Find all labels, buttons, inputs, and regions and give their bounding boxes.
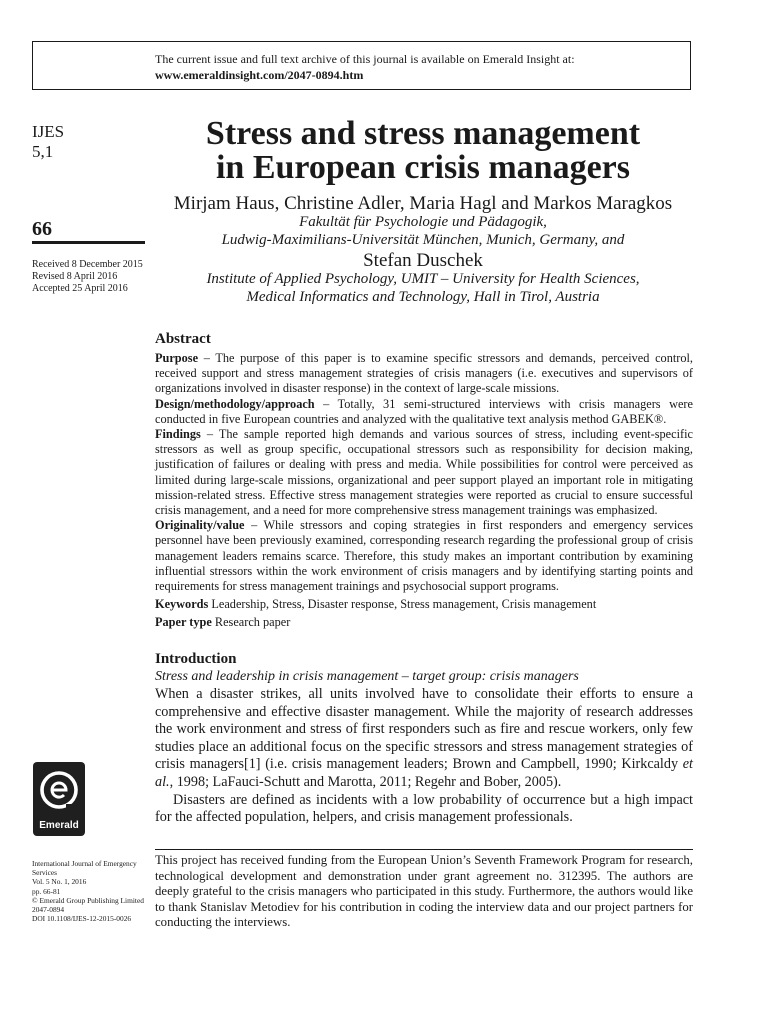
abstract-text: – The sample reported high demands and various sources of stress, including event-specific stressors as well as group specific, occupational stressors such as responsibility for decision making, justification of failures or dealing with press and media. While possibilities for control were perceived as limited during large-scale missions, organizational and peer support played an important role in mitigating mission-related stress. Effective stress management strategies were reported as crucial to ensure successful crisis management, and a need for more comprehensive stress management trainings was emphasized. [155, 427, 693, 518]
journal-info [32, 859, 150, 923]
submission-dates [32, 259, 143, 295]
introduction-subheading: Stress and leadership in crisis management – target group: crisis managers [155, 669, 579, 684]
affiliation-line: Institute of Applied Psychology, UMIT – University for Health Sciences, [206, 271, 640, 287]
author-list: Stefan Duschek [363, 250, 483, 271]
revised-date: Revised 8 April 2016 [32, 271, 118, 282]
abstract-label: Findings [155, 427, 201, 442]
abstract-text: Research paper [211, 615, 291, 630]
journal-info-line: Services [32, 868, 58, 878]
abstract-text: Leadership, Stress, Disaster response, Stress management, Crisis management [208, 597, 597, 612]
footnote-rule [155, 849, 693, 850]
et-al-text: et al. [155, 756, 693, 790]
abstract-text: – The purpose of this paper is to examine specific stressors and demands, perceived control, received support and stress management strategies of crisis managers (i.e. executives and supervisors of organizations involved in disaster response) in the context of large-scale missions. [155, 351, 693, 396]
abstract-label: Originality/value [155, 518, 245, 533]
affiliation-line: Medical Informatics and Technology, Hall in Tirol, Austria [246, 289, 600, 305]
abstract-text: – While stressors and coping strategies in first responders and emergency services personnel have been previously examined, corresponding research regarding the professional group of crisis management leaders remains scarce. Therefore, this study makes an important contribution by examining influential stressors within the work environment of crisis managers and by identifying starting points and requirements for stress management trainings and psychosocial support programs. [155, 518, 693, 594]
abstract-section [155, 330, 693, 630]
journal-info-line: DOI 10.1108/IJES-12-2015-0026 [32, 914, 132, 924]
abstract-design [155, 397, 693, 427]
funding-footnote: This project has received funding from the European Union’s Seventh Framework Program for research, technological development and demonstration under grant agreement no. 312395. The authors are deeply grateful to the crisis managers who participated in this study. Furthermore, the authors would like to thank Stanislav Metodiev for his contribution in coding the interview data and our project partners for conducting the interviews. [155, 853, 693, 929]
journal-code [32, 122, 64, 162]
emerald-logo-text: Emerald [39, 820, 79, 831]
paragraph-text: When a disaster strikes, all units involved have to consolidate their efforts to ensure a comprehensive and effective disaster management. While the majority of research addresses the work environment and stress of first responders such as fire and rescue workers, only few studies place an additional focus on the specific stressors and stress management strategies of crisis managers[1] (i.e. crisis management leaders; Brown and Campbell, 1990; Kirkcaldy [155, 686, 693, 773]
emerald-logo [33, 762, 85, 836]
journal-info-line: 2047-0894 [32, 905, 65, 915]
journal-info-line: Vol. 5 No. 1, 2016 [32, 877, 87, 887]
abstract-keywords [155, 596, 693, 612]
introduction-paragraph: Disasters are defined as incidents with a low probability of occurrence but a high impact for the affected population, helpers, and crisis management professionals. [155, 791, 693, 826]
abstract-originality [155, 518, 693, 594]
abstract-findings [155, 427, 693, 518]
abstract-label: Purpose [155, 351, 199, 365]
author-list: Mirjam Haus, Christine Adler, Maria Hagl and Markos Maragkos [173, 193, 673, 214]
paper-title [155, 117, 691, 185]
banner-url-link[interactable]: www.emeraldinsight.com/2047-0894.htm [155, 68, 364, 82]
abstract-label: Design/methodology/approach [155, 396, 315, 411]
page-number: 66 [32, 218, 52, 240]
abstract-paper-type [155, 614, 693, 630]
journal-info-line: International Journal of Emergency [32, 859, 137, 868]
journal-info-line: pp. 66-81 [32, 886, 61, 896]
emerald-e-icon [33, 762, 85, 822]
abstract-heading: Abstract [155, 331, 211, 347]
title-line: in European crisis managers [215, 149, 630, 186]
banner-availability-text: The current issue and full text archive of this journal is available on Emerald Insight at: [155, 52, 575, 66]
introduction-section [155, 650, 693, 827]
title-line: Stress and stress management [205, 115, 641, 152]
introduction-heading: Introduction [155, 651, 237, 667]
journal-abbrev: IJES [32, 122, 65, 141]
affiliation-line: Ludwig-Maximilians-Universität München, Munich, Germany, and [221, 232, 625, 248]
abstract-label: Keywords [155, 597, 209, 612]
journal-info-line: © Emerald Group Publishing Limited [32, 895, 144, 905]
abstract-label: Paper type [155, 615, 212, 630]
volume-issue: 5,1 [32, 142, 54, 161]
margin-rule [32, 241, 145, 244]
abstract-text: – Totally, 31 semi-structured interviews with crisis managers were conducted in five European countries and analyzed with the qualitative text analysis method GABEK®. [155, 396, 693, 426]
received-date: Received 8 December 2015 [32, 259, 143, 270]
accepted-date: Accepted 25 April 2016 [32, 283, 128, 294]
abstract-purpose [155, 351, 693, 397]
introduction-paragraph [155, 686, 693, 792]
affiliation-line: Fakultät für Psychologie und Pädagogik, [299, 214, 547, 230]
paragraph-text: , 1998; LaFauci-Schutt and Marotta, 2011; Regehr and Bober, 2005). [169, 773, 562, 790]
